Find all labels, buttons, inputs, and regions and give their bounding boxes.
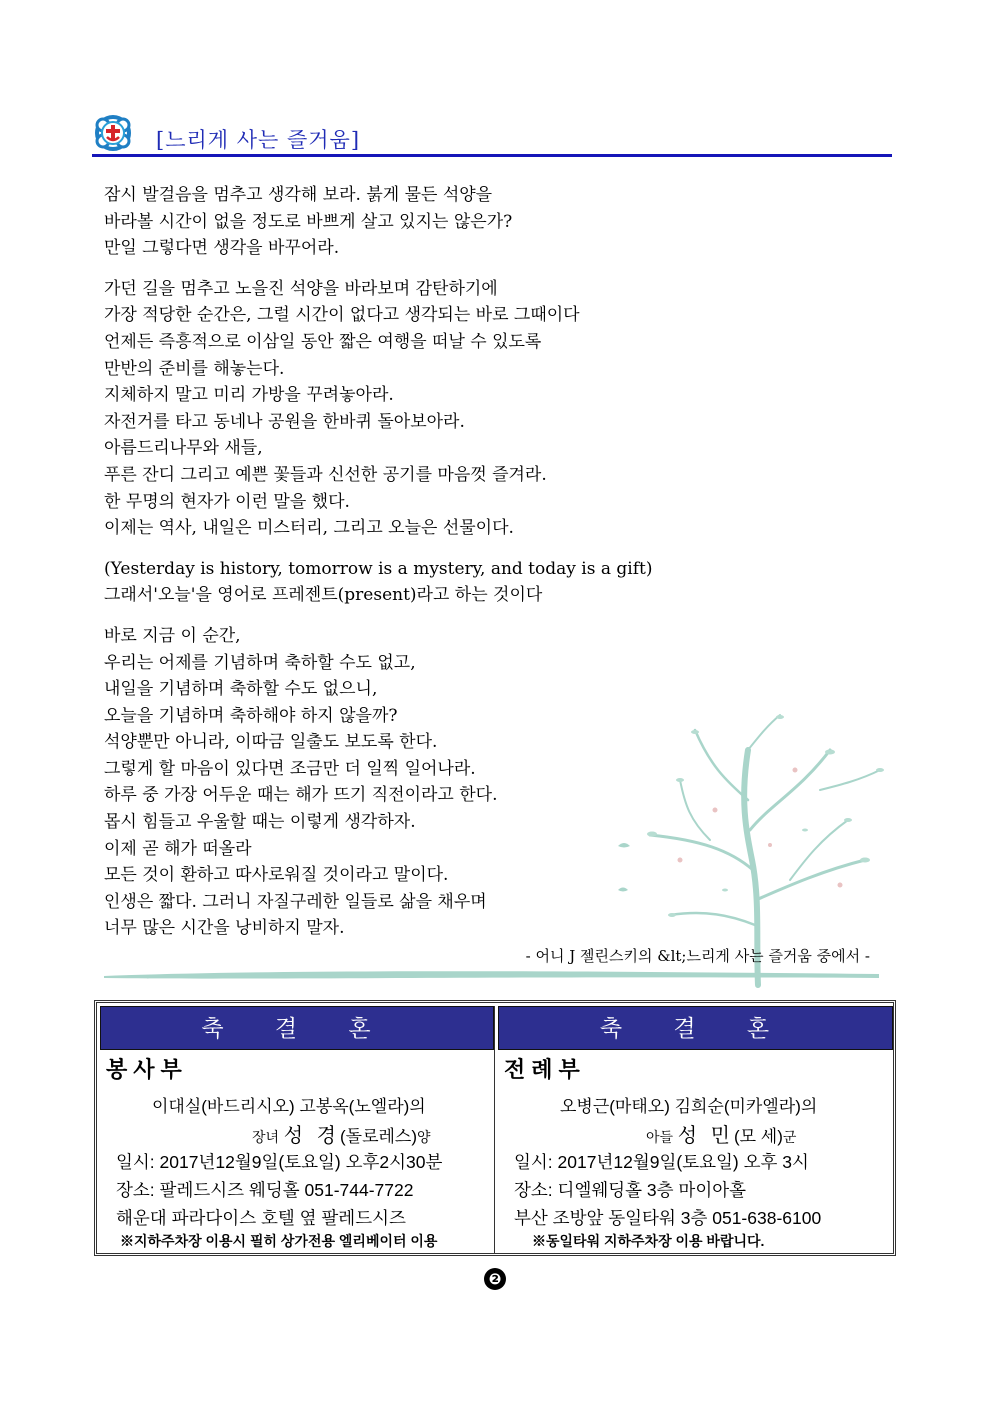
essay-line: 이제는 역사, 내일은 미스터리, 그리고 오늘은 선물이다.: [104, 518, 514, 539]
essay-line: 인생은 짧다. 그러니 자질구레한 일들로 삶을 채우며: [104, 891, 487, 912]
essay-paragraph: [104, 556, 884, 609]
notice-heading: 축 결 혼: [100, 1006, 494, 1050]
attribution: - 어니 J 젤린스키의 &lt;느리게 사는 즐거움 중에서 -: [525, 947, 870, 965]
venue: 장소: 팔레드시즈 웨딩홀 051-744-7722: [116, 1180, 414, 1200]
ground-divider: [104, 966, 879, 982]
baptismal-name: (돌로레스): [340, 1127, 418, 1146]
parking-note: ※지하주차장 이용시 필히 상가전용 엘리베이터 이용: [120, 1233, 438, 1249]
essay-line: 자전거를 타고 동네나 공원을 한바퀴 돌아보아라.: [104, 411, 465, 432]
venue: 장소: 디엘웨딩홀 3층 마이아홀: [514, 1180, 747, 1200]
essay-line: 그래서'오늘'을 영어로 프레젠트(present)라고 하는 것이다: [104, 585, 543, 606]
essay-line: 하루 중 가장 어두운 때는 해가 뜨기 직전이라고 한다.: [104, 785, 498, 806]
baptismal-name: (모 세): [734, 1127, 783, 1146]
essay-line: 이제 곧 해가 떠올라: [104, 838, 252, 859]
title-rule: [92, 154, 892, 157]
essay-line: 푸른 잔디 그리고 예쁜 꽃들과 신선한 공기를 마음껏 즐겨라.: [104, 464, 547, 485]
child-name: 성 민: [677, 1125, 734, 1147]
child-line: [252, 1119, 431, 1148]
parish-logo-icon: [92, 112, 134, 154]
page-number: ❷: [484, 1268, 506, 1290]
relation: 아들: [646, 1129, 674, 1145]
essay-line: 그렇게 할 마음이 있다면 조금만 더 일찍 일어나라.: [104, 758, 476, 779]
wedding-notice-card: [100, 1006, 495, 1253]
essay-line: 너무 많은 시간을 낭비하지 말자.: [104, 918, 345, 939]
department-name: 전례부: [504, 1058, 586, 1083]
address: 해운대 파라다이스 호텔 옆 팔레드시즈: [116, 1208, 406, 1228]
essay-line: 지체하지 말고 미리 가방을 꾸려놓아라.: [104, 385, 394, 406]
essay-line: (Yesterday is history, tomorrow is a mystery, and today is a gift): [104, 558, 653, 579]
relation: 장녀: [252, 1129, 280, 1145]
essay-line: 언제든 즉흥적으로 이삼일 동안 짧은 여행을 떠날 수 있도록: [104, 331, 542, 352]
essay-line: 내일을 기념하며 축하할 수도 없으니,: [104, 679, 378, 700]
essay-line: 바라볼 시간이 없을 정도로 바쁘게 살고 있지는 않은가?: [104, 211, 513, 232]
essay-paragraph: [104, 276, 884, 542]
wedding-notice-card: [498, 1006, 893, 1253]
datetime: 일시: 2017년12월9일(토요일) 오후 3시: [514, 1152, 809, 1172]
page-header: [92, 108, 892, 158]
essay-line: 만반의 준비를 해놓는다.: [104, 358, 285, 379]
name-suffix: 양: [417, 1129, 431, 1145]
address: 부산 조방앞 동일타워 3층 051-638-6100: [514, 1208, 822, 1228]
essay-line: 바로 지금 이 순간,: [104, 625, 241, 646]
department-name: 봉사부: [106, 1058, 188, 1083]
section-title: [느리게 사는 즐거움]: [156, 128, 361, 152]
essay-line: 석양뿐만 아니라, 이따금 일출도 보도록 한다.: [104, 732, 438, 753]
essay-line: 몹시 힘들고 우울할 때는 이렇게 생각하자.: [104, 812, 416, 833]
essay-line: 잠시 발걸음을 멈추고 생각해 보라. 붉게 물든 석양을: [104, 185, 493, 205]
essay-line: 오늘을 기념하며 축하해야 하지 않을까?: [104, 705, 398, 726]
essay-line: 한 무명의 현자가 이런 말을 했다.: [104, 491, 350, 512]
essay-line: 아름드리나무와 새들,: [104, 438, 263, 459]
parents-line: 오병근(마태오) 김희순(미카엘라)의: [560, 1097, 818, 1116]
wedding-notices: [94, 1000, 896, 1256]
essay-line: 가장 적당한 순간은, 그럴 시간이 없다고 생각되는 바로 그때이다: [104, 305, 580, 326]
name-suffix: 군: [782, 1129, 797, 1145]
essay-line: 모든 것이 환하고 따사로워질 것이라고 말이다.: [104, 865, 449, 886]
child-name: 성 경: [283, 1125, 340, 1147]
essay-line: 만일 그렇다면 생각을 바꾸어라.: [104, 238, 340, 259]
parents-line: 이대실(바드리시오) 고봉옥(노엘라)의: [152, 1097, 426, 1116]
datetime: 일시: 2017년12월9일(토요일) 오후2시30분: [116, 1152, 443, 1172]
essay-paragraph: [104, 182, 884, 262]
essay-line: 우리는 어제를 기념하며 축하할 수도 없고,: [104, 652, 416, 673]
essay-line: 가던 길을 멈추고 노을진 석양을 바라보며 감탄하기에: [104, 278, 498, 299]
parking-note: ※동일타워 지하주차장 이용 바랍니다.: [532, 1233, 765, 1249]
notice-heading: 축 결 혼: [498, 1006, 893, 1050]
child-line: [646, 1119, 796, 1148]
